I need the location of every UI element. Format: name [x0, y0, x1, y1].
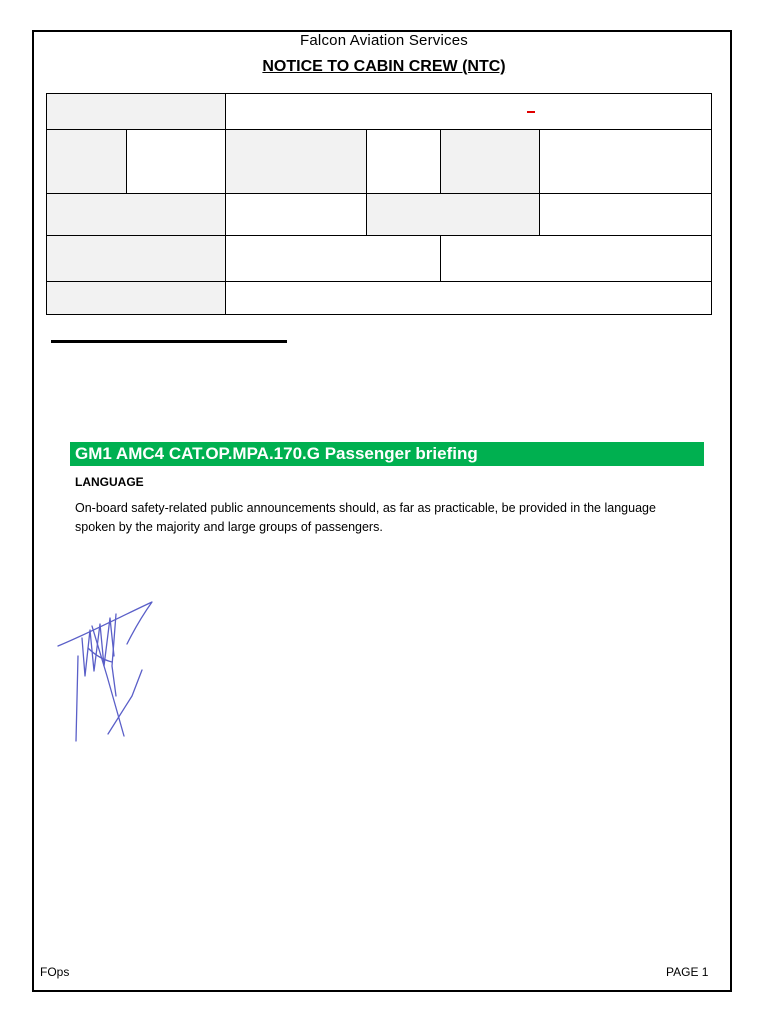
form-value-cell[interactable]	[539, 129, 712, 194]
form-value-cell[interactable]	[225, 281, 712, 315]
form-label-cell	[46, 193, 226, 236]
guidance-banner: GM1 AMC4 CAT.OP.MPA.170.G Passenger briefing	[70, 442, 704, 466]
notice-title: NOTICE TO CABIN CREW (NTC)	[262, 58, 506, 75]
form-value-cell[interactable]	[126, 129, 226, 194]
form-label-cell	[366, 193, 540, 236]
company-name: Falcon Aviation Services	[300, 32, 468, 49]
form-value-cell[interactable]	[440, 235, 712, 282]
handwritten-signature	[52, 596, 162, 756]
form-value-cell[interactable]	[539, 193, 712, 236]
form-value-cell[interactable]	[225, 235, 441, 282]
red-dash-mark	[527, 111, 535, 113]
section-heading: LANGUAGE	[75, 475, 144, 489]
footer-dept: FOps	[40, 965, 70, 979]
form-label-cell	[46, 129, 127, 194]
notice-form-table	[46, 93, 712, 315]
form-label-cell	[46, 281, 226, 315]
form-value-cell[interactable]	[366, 129, 441, 194]
signature-line	[51, 340, 287, 343]
form-label-cell	[46, 93, 226, 130]
form-value-cell[interactable]	[225, 93, 712, 130]
form-value-cell[interactable]	[225, 193, 367, 236]
form-label-cell	[225, 129, 367, 194]
form-label-cell	[440, 129, 540, 194]
guidance-body: On-board safety-related public announcements should, as far as practicable, be provided in the language spoken by the majority and large groups of passengers.	[75, 501, 656, 534]
page-number: PAGE 1	[666, 965, 709, 979]
form-label-cell	[46, 235, 226, 282]
